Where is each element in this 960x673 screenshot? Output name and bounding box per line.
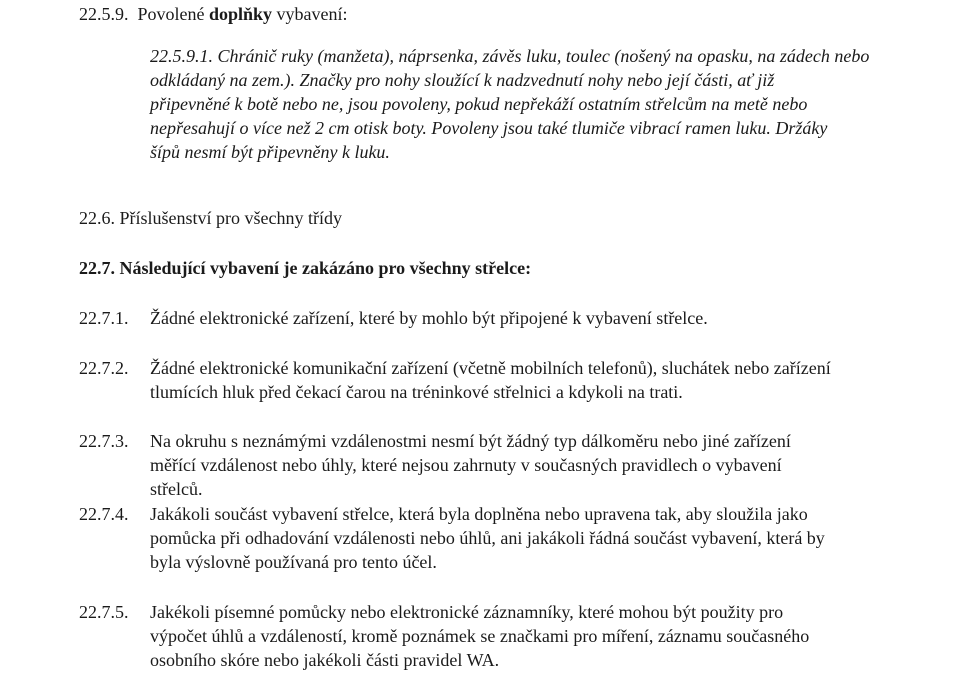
item-22-7-4-line-1: Jakákoli součást vybavení střelce, která byla doplněna nebo upravena tak, aby sloužila jako bbox=[150, 504, 808, 524]
item-22-7-3-line-3: střelců. bbox=[150, 479, 203, 499]
item-22-7-5-line-3: osobního skóre nebo jakékoli části pravidel WA. bbox=[150, 650, 500, 670]
heading-text-pre: Povolené bbox=[137, 4, 209, 24]
item-22-7-3-line-1: Na okruhu s neznámými vzdálenostmi nesmí být žádný typ dálkoměru nebo jiné zařízení bbox=[150, 431, 791, 451]
section-22-5-9-heading bbox=[79, 2, 348, 26]
paragraph-22-5-9-1-line-1: 22.5.9.1. Chránič ruky (manžeta), náprsenka, závěs luku, toulec (nošený na opasku, na zádech nebo bbox=[150, 46, 870, 66]
item-22-7-1-line-1: Žádné elektronické zařízení, které by mohlo být připojené k vybavení střelce. bbox=[150, 308, 708, 328]
heading-text-post: vybavení: bbox=[272, 4, 348, 24]
section-22-6-heading: 22.6. Příslušenství pro všechny třídy bbox=[79, 208, 342, 228]
item-number-22-7-2: 22.7.2. bbox=[79, 358, 129, 378]
item-number-22-7-3: 22.7.3. bbox=[79, 431, 129, 451]
item-22-7-4-line-3: byla výslovně používaná pro tento účel. bbox=[150, 552, 437, 572]
item-22-7-4-line-2: pomůcka při odhadování vzdálenosti nebo úhlů, ani jakákoli řádná součást vybavení, která by bbox=[150, 528, 825, 548]
paragraph-22-5-9-1-line-5: šípů nesmí být připevněny k luku. bbox=[150, 142, 390, 162]
paragraph-22-5-9-1-line-3: připevněné k botě nebo ne, jsou povoleny, pokud nepřekáží ostatním střelcům na metě nebo bbox=[150, 94, 808, 114]
item-22-7-5-line-1: Jakékoli písemné pomůcky nebo elektronické záznamníky, které mohou být použity pro bbox=[150, 602, 784, 622]
paragraph-22-5-9-1-line-4: nepřesahují o více než 2 cm otisk boty. Povoleny jsou také tlumiče vibrací ramen luku. Držáky bbox=[150, 118, 828, 138]
heading-text-bold: doplňky bbox=[209, 4, 273, 24]
item-22-7-3-line-2: měřící vzdálenost nebo úhly, které nejsou zahrnuty v současných pravidlech o vybavení bbox=[150, 455, 782, 475]
section-22-7-heading: 22.7. Následující vybavení je zakázáno pro všechny střelce: bbox=[79, 258, 532, 278]
section-number: 22.5.9. bbox=[79, 4, 129, 24]
item-number-22-7-1: 22.7.1. bbox=[79, 308, 129, 328]
item-22-7-2-line-2: tlumících hluk před čekací čarou na tréninkové střelnici a kdykoli na trati. bbox=[150, 382, 683, 402]
item-number-22-7-4: 22.7.4. bbox=[79, 504, 129, 524]
item-22-7-5-line-2: výpočet úhlů a vzdáleností, kromě poznámek se značkami pro míření, záznamu současného bbox=[150, 626, 810, 646]
item-22-7-2-line-1: Žádné elektronické komunikační zařízení (včetně mobilních telefonů), sluchátek nebo zařízení bbox=[150, 358, 831, 378]
item-number-22-7-5: 22.7.5. bbox=[79, 602, 129, 622]
paragraph-22-5-9-1-line-2: odkládaný na zem.). Značky pro nohy sloužící k nadzvednutí nohy nebo její části, ať již bbox=[150, 70, 775, 90]
